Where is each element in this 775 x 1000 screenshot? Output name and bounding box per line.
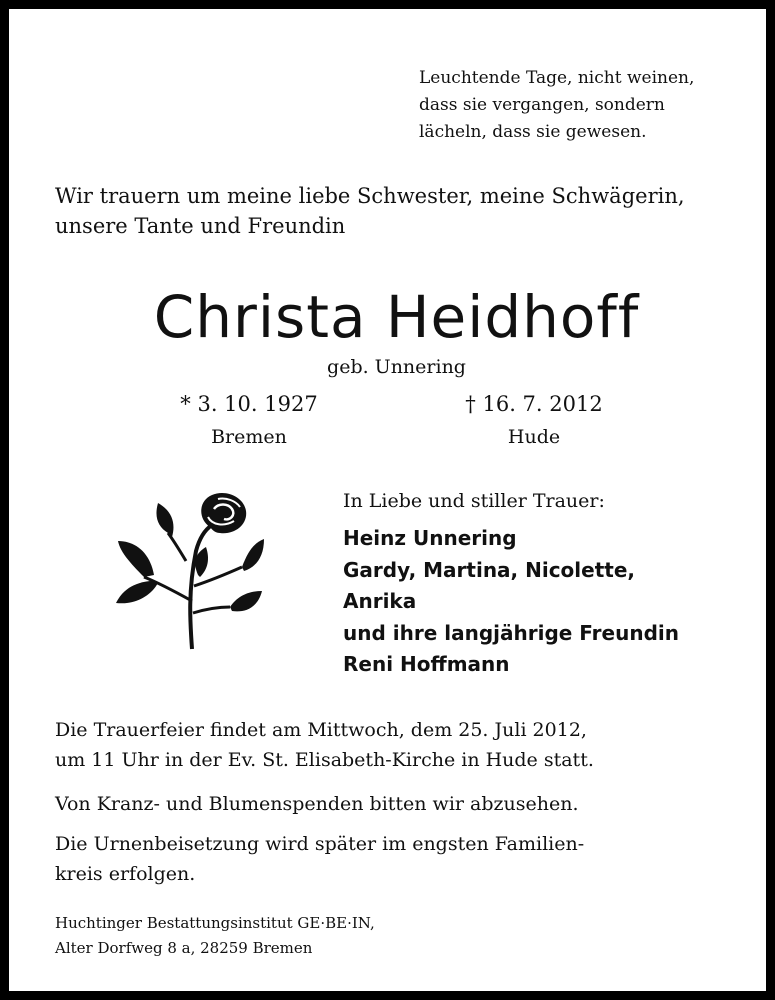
mourners-list (343, 523, 679, 681)
birth-date: * 3. 10. 1927 (180, 392, 318, 416)
rose-icon (114, 491, 264, 651)
ceremony-info: Die Trauerfeier findet am Mittwoch, dem 25. Juli 2012, um 11 Uhr in der Ev. St. Elisabeth-Kirche in Hude statt. (55, 719, 594, 771)
funeral-home-info: Huchtinger Bestattungsinstitut GE·BE·IN, Alter Dorfweg 8 a, 28259 Bremen (55, 914, 375, 957)
maiden-name: geb. Unnering (327, 356, 466, 378)
memorial-quote: Leuchtende Tage, nicht weinen, dass sie vergangen, sondern lächeln, dass sie gewesen. (419, 68, 695, 142)
mourning-intro: Wir trauern um meine liebe Schwester, meine Schwägerin, unsere Tante und Freundin (55, 184, 685, 238)
urn-burial-note: Die Urnenbeisetzung wird später im engsten Familien- kreis erfolgen. (55, 833, 585, 885)
flowers-note: Von Kranz- und Blumenspenden bitten wir abzusehen. (55, 793, 579, 815)
deceased-name: Christa Heidhoff (153, 283, 640, 351)
mourner-line: Reni Hoffmann (343, 652, 510, 676)
birth-place: Bremen (211, 426, 287, 448)
mourner-line: und ihre langjährige Freundin (343, 620, 679, 645)
mourner-line: Heinz Unnering (343, 526, 517, 550)
mourner-line: Gardy, Martina, Nicolette, (343, 557, 636, 582)
mourning-label: In Liebe und stiller Trauer: (343, 490, 605, 512)
mourner-line: Anrika (343, 589, 417, 613)
death-date: † 16. 7. 2012 (465, 392, 603, 416)
death-place: Hude (507, 426, 561, 448)
